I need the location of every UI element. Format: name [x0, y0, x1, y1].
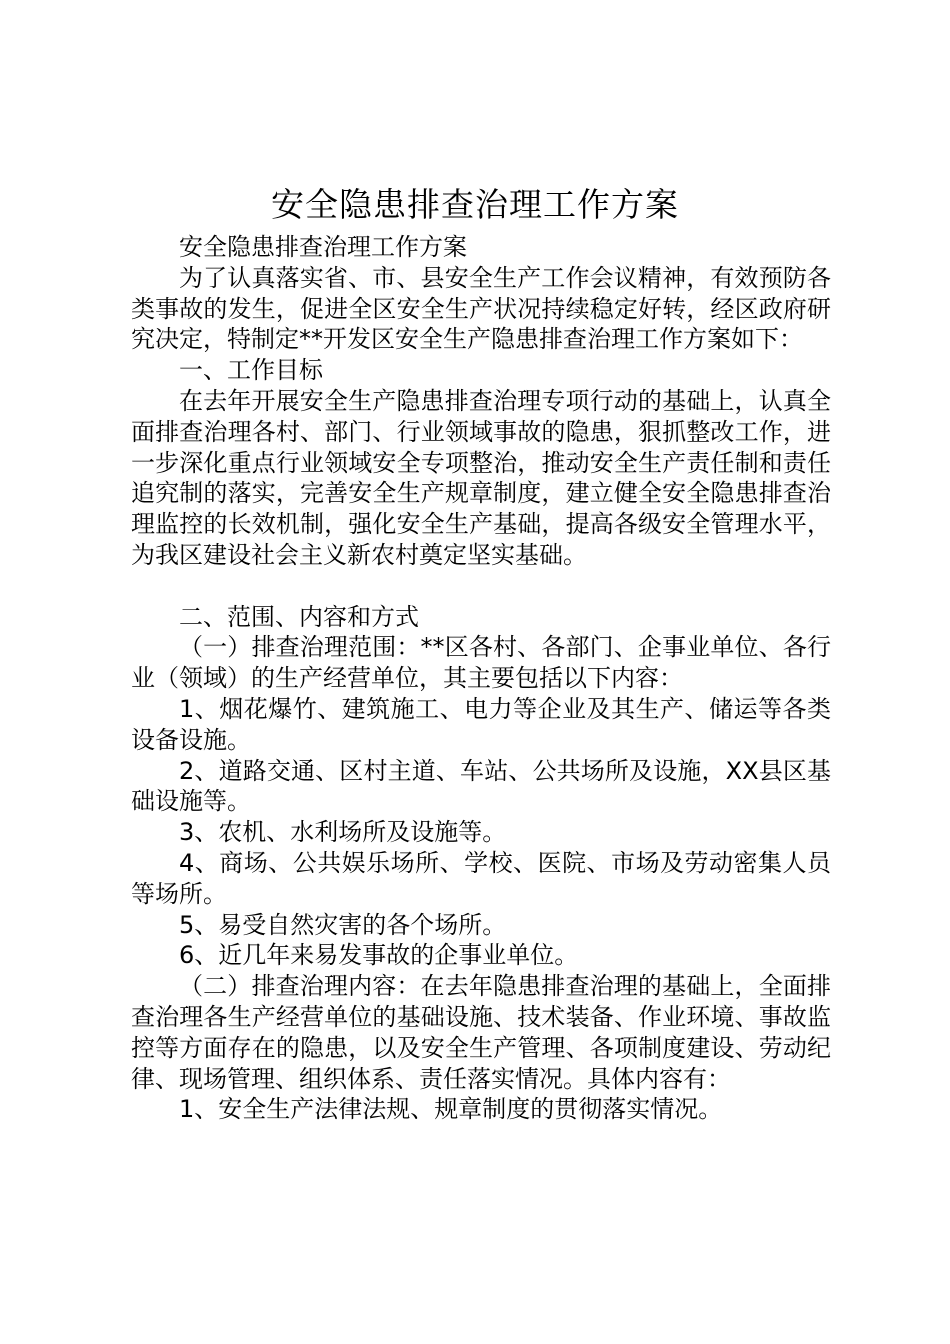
paragraph-scope-content: （二）排查治理内容：在去年隐患排查治理的基础上，全面排查治理各生产经营单位的基础设施、技术装备、作业环境、事故监控等方面存在的隐患，以及安全生产管理、各项制度建设、劳动纪律、现场管理、组织体系、责任落实情况。具体内容有：: [131, 972, 831, 1093]
list-item: 1、安全生产法律法规、规章制度的贯彻落实情况。: [179, 1095, 723, 1124]
list-item: 1、烟花爆竹、建筑施工、电力等企业及其生产、储运等各类设备设施。: [131, 694, 831, 754]
list-item: 5、易受自然灾害的各个场所。: [179, 910, 507, 939]
list-item: 3、农机、水利场所及设施等。: [179, 818, 507, 847]
heading-scope: 二、范围、内容和方式: [179, 602, 419, 631]
heading-work-goal: 一、工作目标: [179, 356, 323, 385]
paragraph-work-goal: 在去年开展安全生产隐患排查治理专项行动的基础上，认真全面排查治理各村、部门、行业领域事故的隐患，狠抓整改工作，进一步深化重点行业领域安全专项整治，推动安全生产责任制和责任追究制的落实，完善安全生产规章制度，建立健全安全隐患排查治理监控的长效机制，强化安全生产基础，提高各级安全管理水平，为我区建设社会主义新农村奠定坚实基础。: [131, 386, 831, 569]
blank-line: [131, 571, 831, 602]
list-item: 2、道路交通、区村主道、车站、公共场所及设施，XX县区基础设施等。: [131, 756, 831, 816]
paragraph-subtitle: 安全隐患排查治理工作方案: [179, 233, 467, 261]
list-item: 4、商场、公共娱乐场所、学校、医院、市场及劳动密集人员等场所。: [131, 848, 831, 908]
document-body: [131, 232, 831, 1125]
document-title: 安全隐患排查治理工作方案: [271, 185, 679, 224]
list-item: 6、近几年来易发事故的企事业单位。: [179, 941, 579, 970]
paragraph-scope-range: （一）排查治理范围：**区各村、各部门、企事业单位、各行业（领域）的生产经营单位，其主要包括以下内容：: [131, 633, 831, 693]
paragraph-intro: 为了认真落实省、市、县安全生产工作会议精神，有效预防各类事故的发生，促进全区安全生产状况持续稳定好转，经区政府研究决定，特制定**开发区安全生产隐患排查治理工作方案如下：: [131, 263, 831, 354]
